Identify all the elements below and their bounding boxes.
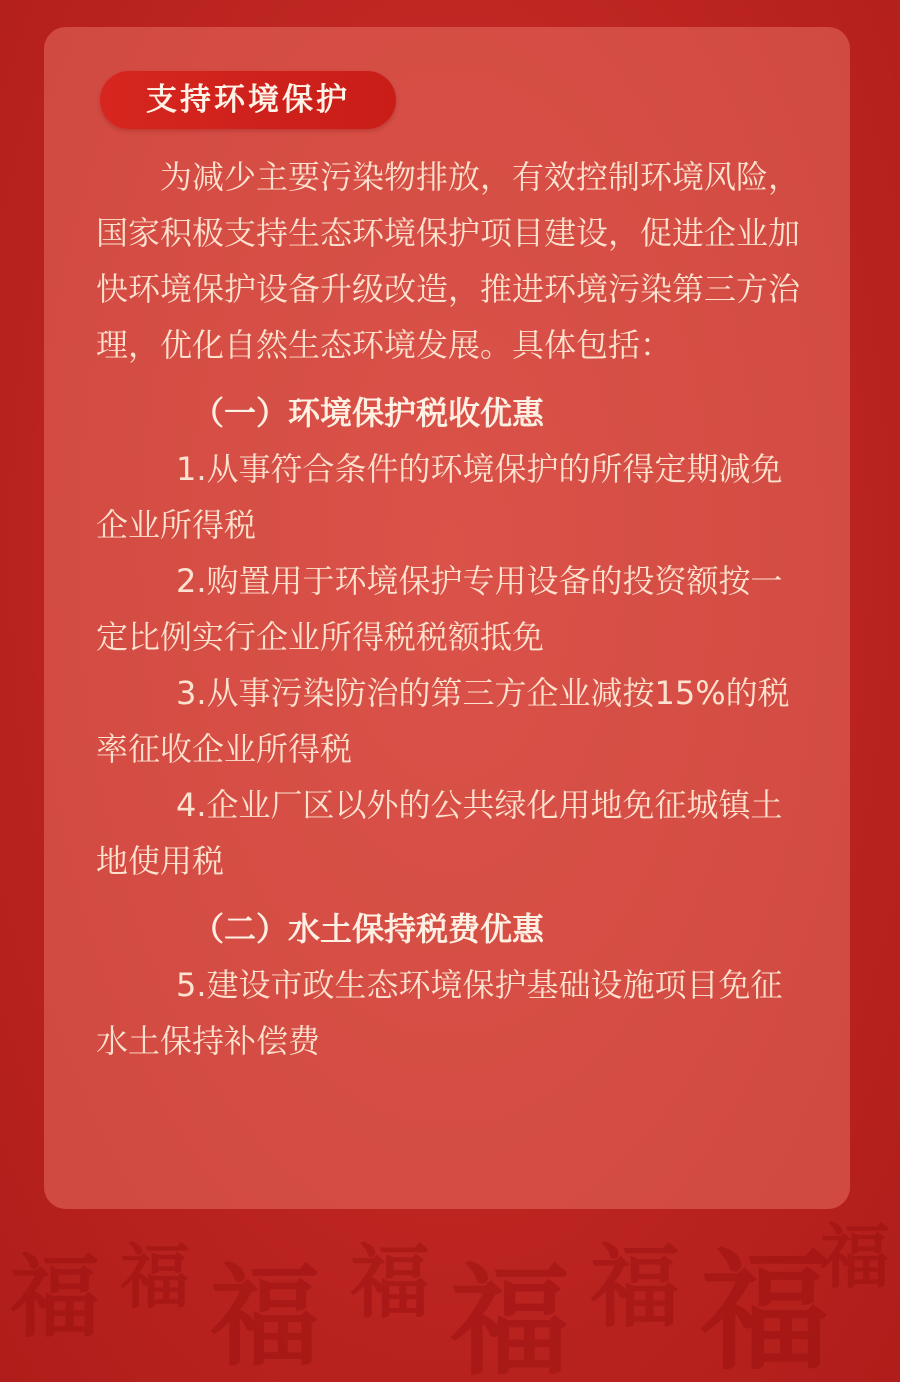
fu-calligraphy-icon: 福	[350, 1235, 430, 1329]
fu-calligraphy-icon: 福	[590, 1234, 680, 1340]
list-item: 3.从事污染防治的第三方企业减按15%的税率征收企业所得税	[96, 674, 790, 768]
fu-calligraphy-icon: 福	[450, 1251, 570, 1382]
background-fu-pattern	[0, 1182, 900, 1382]
list-item: 2.购置用于环境保护专用设备的投资额按一定比例实行企业所得税税额抵免	[96, 562, 783, 656]
fu-calligraphy-icon: 福	[700, 1235, 831, 1382]
content-card	[44, 27, 850, 1209]
list-item: 5.建设市政生态环境保护基础设施项目免征水土保持补偿费	[96, 966, 783, 1060]
group-heading-soil-water: （二）水土保持税费优惠	[192, 910, 545, 948]
group-heading-environment-tax: （一）环境保护税收优惠	[192, 394, 545, 432]
fu-calligraphy-icon: 福	[120, 1235, 190, 1318]
list-item: 1.从事符合条件的环境保护的所得定期减免企业所得税	[96, 450, 783, 544]
fu-calligraphy-icon: 福	[210, 1252, 320, 1381]
intro-paragraph: 为减少主要污染物排放，有效控制环境风险，国家积极支持生态环境保护项目建设，促进企业加快环境保护设备升级改造，推进环境污染第三方治理，优化自然生态环境发展。具体包括：	[96, 158, 801, 364]
fu-calligraphy-icon: 福	[10, 1244, 100, 1350]
article-body	[96, 149, 802, 1069]
fu-calligraphy-icon: 福	[820, 1215, 890, 1298]
section-title-tag: 支持环境保护	[100, 71, 396, 129]
list-item: 4.企业厂区以外的公共绿化用地免征城镇土地使用税	[96, 786, 783, 880]
